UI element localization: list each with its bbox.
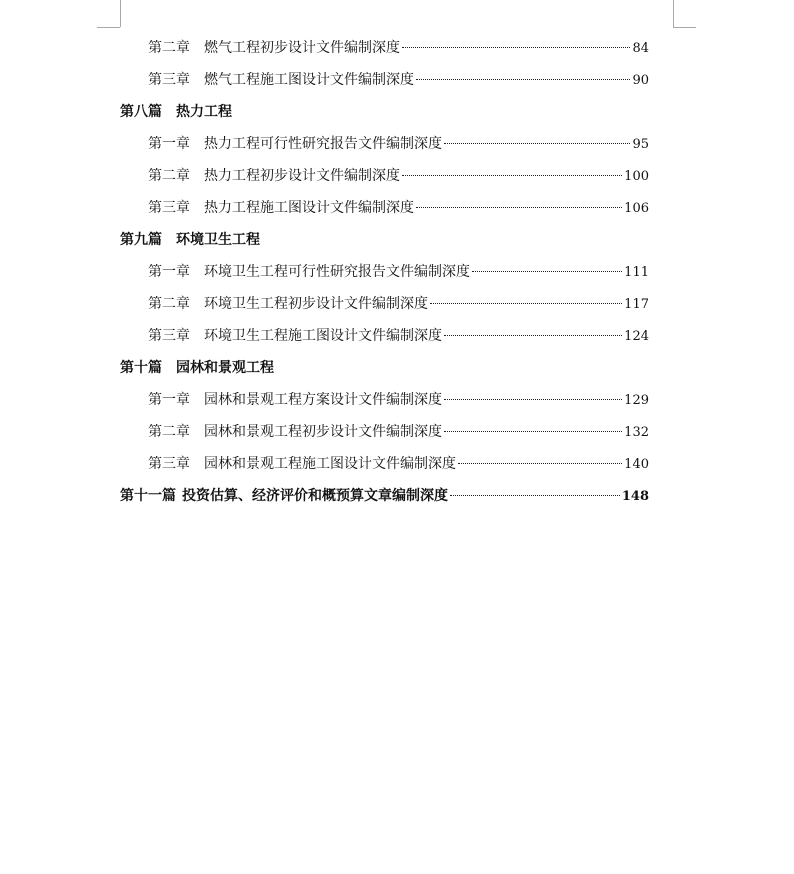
toc-entry-title: 环境卫生工程 [176,232,260,248]
toc-entry-number: 第三章 [148,200,190,216]
toc-entry-title: 燃气工程初步设计文件编制深度 [204,40,400,56]
toc-entry-number: 第二章 [148,40,190,56]
toc-entry-chapter[interactable] [120,192,649,224]
toc-entry-chapter[interactable] [120,384,649,416]
toc-entry-page: 111 [624,265,649,280]
toc-entry-title: 园林和景观工程方案设计文件编制深度 [204,392,442,408]
toc-entry-number: 第三章 [148,456,190,472]
toc-entry-chapter[interactable] [120,288,649,320]
crop-mark-top-left-horizontal [97,27,120,28]
toc-entry-number: 第二章 [148,168,190,184]
toc-entry-chapter[interactable] [120,160,649,192]
toc-entry-number: 第十篇 [120,360,162,376]
toc-entry-page: 117 [624,297,649,312]
toc-entry-title: 热力工程 [176,104,232,120]
dot-leader [444,431,622,432]
toc-entry-page: 132 [624,425,649,440]
toc-entry-number: 第一章 [148,392,190,408]
dot-leader [416,207,622,208]
table-of-contents [120,32,649,512]
toc-entry-number: 第三章 [148,72,190,88]
toc-entry-number: 第三章 [148,328,190,344]
toc-entry-chapter[interactable] [120,32,649,64]
dot-leader [444,335,622,336]
dot-leader [402,47,630,48]
crop-mark-top-right-horizontal [673,27,696,28]
toc-entry-title: 园林和景观工程 [176,360,274,376]
toc-entry-number: 第二章 [148,424,190,440]
dot-leader [450,495,620,496]
crop-mark-top-left-vertical [120,0,121,27]
dot-leader [458,463,622,464]
toc-entry-page: 84 [632,41,649,56]
dot-leader [444,399,622,400]
toc-entry-page: 148 [621,489,649,504]
toc-entry-chapter[interactable] [120,64,649,96]
toc-entry-page: 95 [632,137,649,152]
toc-entry-chapter[interactable] [120,128,649,160]
dot-leader [444,143,630,144]
toc-entry-title: 热力工程初步设计文件编制深度 [204,168,400,184]
toc-entry-page: 106 [624,201,649,216]
toc-entry-number: 第一章 [148,264,190,280]
toc-entry-page: 129 [624,393,649,408]
toc-entry-part[interactable] [120,96,649,128]
toc-entry-title: 园林和景观工程施工图设计文件编制深度 [204,456,456,472]
toc-entry-title: 园林和景观工程初步设计文件编制深度 [204,424,442,440]
toc-entry-chapter[interactable] [120,320,649,352]
toc-entry-part[interactable] [120,480,649,512]
toc-entry-number: 第九篇 [120,232,162,248]
toc-entry-part[interactable] [120,352,649,384]
toc-entry-page: 124 [624,329,649,344]
toc-entry-title: 环境卫生工程可行性研究报告文件编制深度 [204,264,470,280]
toc-entry-number: 第八篇 [120,104,162,120]
toc-entry-number: 第二章 [148,296,190,312]
toc-entry-page: 100 [624,169,649,184]
toc-entry-part[interactable] [120,224,649,256]
crop-mark-top-right-vertical [673,0,674,27]
toc-entry-title: 燃气工程施工图设计文件编制深度 [204,72,414,88]
toc-entry-title: 投资估算、经济评价和概预算文章编制深度 [182,488,448,504]
toc-entry-page: 140 [624,457,649,472]
toc-entry-number: 第十一篇 [120,488,176,504]
toc-entry-title: 环境卫生工程施工图设计文件编制深度 [204,328,442,344]
toc-entry-title: 热力工程可行性研究报告文件编制深度 [204,136,442,152]
toc-entry-title: 热力工程施工图设计文件编制深度 [204,200,414,216]
toc-entry-page: 90 [632,73,649,88]
toc-entry-chapter[interactable] [120,448,649,480]
dot-leader [416,79,630,80]
toc-entry-chapter[interactable] [120,416,649,448]
toc-entry-title: 环境卫生工程初步设计文件编制深度 [204,296,428,312]
dot-leader [472,271,622,272]
dot-leader [402,175,622,176]
dot-leader [430,303,622,304]
toc-entry-chapter[interactable] [120,256,649,288]
toc-entry-number: 第一章 [148,136,190,152]
